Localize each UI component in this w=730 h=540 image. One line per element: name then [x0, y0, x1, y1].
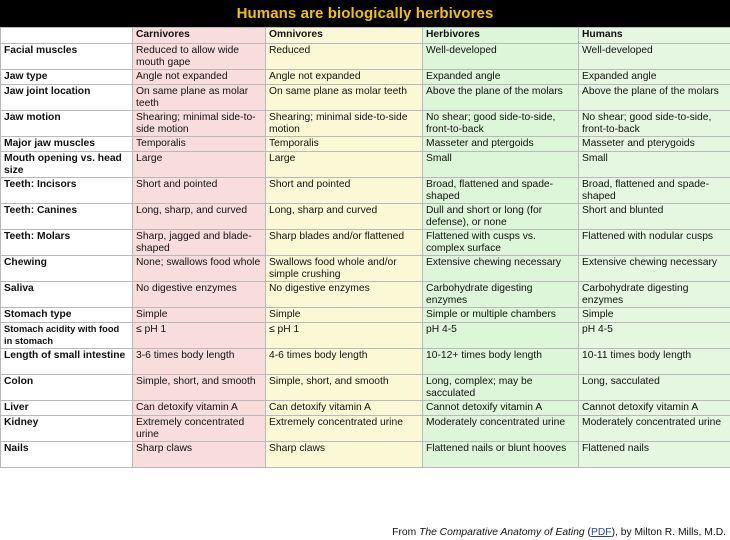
cell-omnivores: Reduced [266, 44, 423, 70]
cell-humans: Small [579, 152, 730, 178]
cell-carnivores: Temporalis [133, 137, 266, 152]
cell-herbivores: 10-12+ times body length [423, 349, 579, 375]
cell-herbivores: pH 4-5 [423, 323, 579, 349]
cell-humans: No shear; good side-to-side, front-to-back [579, 111, 730, 137]
cell-herbivores: Expanded angle [423, 70, 579, 85]
row-label: Mouth opening vs. head size [1, 152, 133, 178]
cell-herbivores: Carbohydrate digesting enzymes [423, 282, 579, 308]
cell-humans: Masseter and pterygoids [579, 137, 730, 152]
cell-herbivores: Above the plane of the molars [423, 85, 579, 111]
row-label: Facial muscles [1, 44, 133, 70]
row-label: Stomach type [1, 308, 133, 323]
table-row [1, 85, 730, 111]
header-row [1, 28, 730, 44]
cell-carnivores: 3-6 times body length [133, 349, 266, 375]
cell-herbivores: No shear; good side-to-side, front-to-back [423, 111, 579, 137]
cell-carnivores: No digestive enzymes [133, 282, 266, 308]
cell-carnivores: Large [133, 152, 266, 178]
table-row [1, 282, 730, 308]
table-row [1, 70, 730, 85]
row-label: Nails [1, 442, 133, 468]
row-label: Saliva [1, 282, 133, 308]
header-corner [1, 28, 133, 44]
cell-omnivores: On same plane as molar teeth [266, 85, 423, 111]
cell-carnivores: Simple [133, 308, 266, 323]
cell-omnivores: Short and pointed [266, 178, 423, 204]
cell-carnivores: Long, sharp, and curved [133, 204, 266, 230]
cell-humans: Extensive chewing necessary [579, 256, 730, 282]
citation-suffix: ), by Milton R. Mills, M.D. [611, 527, 726, 538]
cell-humans: Carbohydrate digesting enzymes [579, 282, 730, 308]
table-row [1, 308, 730, 323]
row-label: Teeth: Molars [1, 230, 133, 256]
row-label: Jaw motion [1, 111, 133, 137]
cell-herbivores: Flattened with cusps vs. complex surface [423, 230, 579, 256]
table-row [1, 178, 730, 204]
cell-carnivores: None; swallows food whole [133, 256, 266, 282]
row-label: Jaw type [1, 70, 133, 85]
cell-humans: 10-11 times body length [579, 349, 730, 375]
cell-carnivores: On same plane as molar teeth [133, 85, 266, 111]
cell-omnivores: Sharp claws [266, 442, 423, 468]
table-row [1, 152, 730, 178]
cell-herbivores: Well-developed [423, 44, 579, 70]
cell-humans: Well-developed [579, 44, 730, 70]
cell-carnivores: Reduced to allow wide mouth gape [133, 44, 266, 70]
row-label: Kidney [1, 416, 133, 442]
cell-herbivores: Masseter and ptergoids [423, 137, 579, 152]
cell-humans: Simple [579, 308, 730, 323]
header-humans: Humans [579, 28, 730, 44]
cell-herbivores: Flattened nails or blunt hooves [423, 442, 579, 468]
cell-humans: Long, sacculated [579, 375, 730, 401]
row-label: Chewing [1, 256, 133, 282]
cell-carnivores: Short and pointed [133, 178, 266, 204]
row-label: Colon [1, 375, 133, 401]
cell-humans: Cannot detoxify vitamin A [579, 401, 730, 416]
cell-humans: Short and blunted [579, 204, 730, 230]
cell-omnivores: Extremely concentrated urine [266, 416, 423, 442]
header-carnivores: Carnivores [133, 28, 266, 44]
row-label: Liver [1, 401, 133, 416]
table-row [1, 401, 730, 416]
cell-herbivores: Cannot detoxify vitamin A [423, 401, 579, 416]
header-herbivores: Herbivores [423, 28, 579, 44]
cell-herbivores: Small [423, 152, 579, 178]
cell-omnivores: Can detoxify vitamin A [266, 401, 423, 416]
cell-humans: pH 4-5 [579, 323, 730, 349]
cell-omnivores: Long, sharp and curved [266, 204, 423, 230]
cell-humans: Flattened with nodular cusps [579, 230, 730, 256]
table-row [1, 349, 730, 375]
cell-omnivores: Shearing; minimal side-to-side motion [266, 111, 423, 137]
citation-book-title: The Comparative Anatomy of Eating [419, 527, 585, 538]
cell-carnivores: Shearing; minimal side-to-side motion [133, 111, 266, 137]
cell-herbivores: Dull and short or long (for defense), or none [423, 204, 579, 230]
row-label: Teeth: Incisors [1, 178, 133, 204]
row-label: Jaw joint location [1, 85, 133, 111]
row-label: Major jaw muscles [1, 137, 133, 152]
source-citation [392, 527, 726, 538]
table-row [1, 111, 730, 137]
title-bar [0, 0, 730, 27]
cell-carnivores: Angle not expanded [133, 70, 266, 85]
cell-omnivores: No digestive enzymes [266, 282, 423, 308]
cell-carnivores: Can detoxify vitamin A [133, 401, 266, 416]
cell-humans: Above the plane of the molars [579, 85, 730, 111]
cell-carnivores: ≤ pH 1 [133, 323, 266, 349]
cell-omnivores: Simple [266, 308, 423, 323]
row-label: Stomach acidity with food in stomach [1, 323, 133, 349]
cell-carnivores: Sharp claws [133, 442, 266, 468]
cell-herbivores: Simple or multiple chambers [423, 308, 579, 323]
page-title: Humans are biologically herbivores [236, 5, 494, 22]
table-row [1, 442, 730, 468]
cell-herbivores: Moderately concentrated urine [423, 416, 579, 442]
row-label: Teeth: Canines [1, 204, 133, 230]
table-row [1, 375, 730, 401]
table-row [1, 416, 730, 442]
cell-humans: Flattened nails [579, 442, 730, 468]
cell-carnivores: Sharp, jagged and blade-shaped [133, 230, 266, 256]
table-row [1, 230, 730, 256]
cell-carnivores: Extremely concentrated urine [133, 416, 266, 442]
cell-humans: Expanded angle [579, 70, 730, 85]
cell-omnivores: ≤ pH 1 [266, 323, 423, 349]
table-row [1, 137, 730, 152]
citation-open-paren: ( [584, 527, 591, 538]
table-row [1, 323, 730, 349]
cell-omnivores: 4-6 times body length [266, 349, 423, 375]
header-omnivores: Omnivores [266, 28, 423, 44]
cell-herbivores: Long, complex; may be sacculated [423, 375, 579, 401]
row-label: Length of small intestine [1, 349, 133, 375]
citation-prefix: From [392, 527, 420, 538]
pdf-link[interactable]: PDF [590, 527, 612, 538]
table-row [1, 204, 730, 230]
table-row [1, 256, 730, 282]
cell-humans: Moderately concentrated urine [579, 416, 730, 442]
cell-carnivores: Simple, short, and smooth [133, 375, 266, 401]
cell-omnivores: Sharp blades and/or flattened [266, 230, 423, 256]
table-body [1, 44, 730, 468]
cell-humans: Broad, flattened and spade-shaped [579, 178, 730, 204]
cell-herbivores: Extensive chewing necessary [423, 256, 579, 282]
comparison-table [0, 27, 730, 468]
cell-omnivores: Temporalis [266, 137, 423, 152]
cell-omnivores: Swallows food whole and/or simple crushing [266, 256, 423, 282]
cell-omnivores: Large [266, 152, 423, 178]
table-row [1, 44, 730, 70]
cell-omnivores: Angle not expanded [266, 70, 423, 85]
cell-herbivores: Broad, flattened and spade-shaped [423, 178, 579, 204]
cell-omnivores: Simple, short, and smooth [266, 375, 423, 401]
